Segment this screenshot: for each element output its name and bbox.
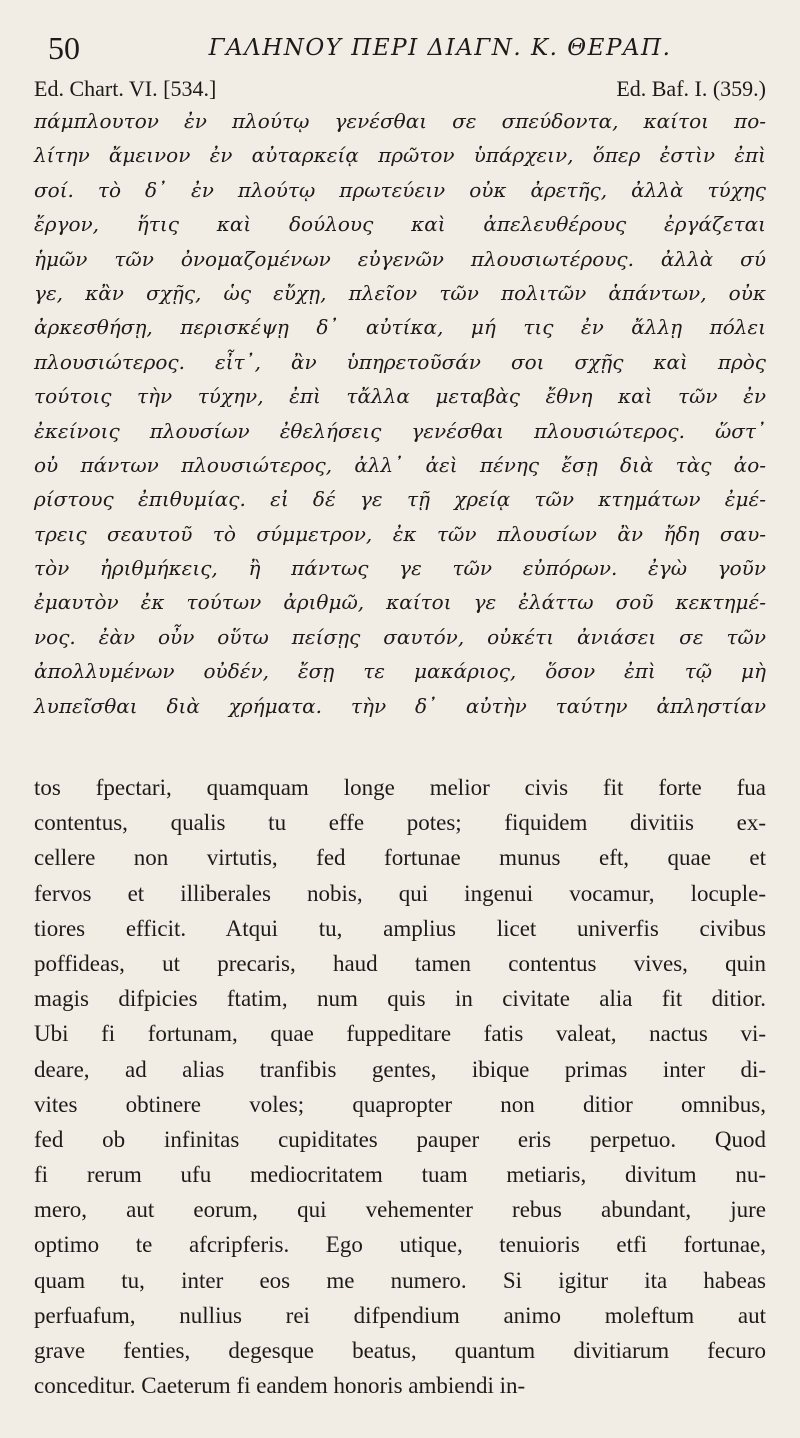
latin-text-line: tos fpectari, quamquam longe melior civis fit forte fua bbox=[34, 775, 766, 800]
greek-text-line: γε, κἂν σχῇς, ὡς εὔχῃ, πλεῖον τῶν πολιτῶν ἁπάντων, οὐκ bbox=[34, 280, 766, 305]
latin-text-line: fed ob infinitas cupiditates pauper eris perpetuo. Quod bbox=[34, 1126, 766, 1152]
edition-chartier: Ed. Chart. VI. [534.] bbox=[34, 76, 217, 101]
greek-text bbox=[34, 104, 766, 723]
greek-text-line: τὸν ἠριθμήκεις, ἢ πάντως γε τῶν εὐπόρων. ἐγὼ γοῦν bbox=[34, 556, 766, 581]
latin-text-line: grave fenties, degesque beatus, quantum divitiarum fecuro bbox=[34, 1338, 766, 1363]
greek-text-line: νος. ἐὰν οὖν οὕτω πείσῃς σαυτόν, οὐκέτι ἀνιάσει σε τῶν bbox=[34, 624, 766, 649]
greek-text-line: ἀπολλυμένων οὐδέν, ἔσῃ τε μακάριος, ὅσον ἐπὶ τῷ μὴ bbox=[34, 659, 766, 684]
latin-text-line: fervos et illiberales nobis, qui ingenui vocamur, locuple- bbox=[34, 880, 766, 906]
latin-text-line: conceditur. Caeterum fi eandem honoris ambiendi in- bbox=[34, 1373, 526, 1399]
latin-text-line: Ubi fi fortunam, quae fuppeditare fatis valeat, nactus vi- bbox=[34, 1021, 766, 1047]
latin-text-line: fi rerum ufu mediocritatem tuam metiaris, divitum nu- bbox=[34, 1162, 766, 1188]
latin-text-line: contentus, qualis tu effe potes; fiquidem divitiis ex- bbox=[34, 810, 766, 836]
latin-text-line: quam tu, inter eos me numero. Si igitur ita habeas bbox=[34, 1267, 766, 1293]
latin-text-line: deare, ad alias tranfibis gentes, ibique primas inter di- bbox=[34, 1056, 766, 1082]
greek-text-line: ἡμῶν τῶν ὀνομαζομένων εὐγενῶν πλουσιωτέρους. ἀλλὰ σύ bbox=[34, 246, 766, 271]
greek-text-line: ἐμαυτὸν ἐκ τούτων ἀριθμῶ, καίτοι γε ἐλάττω σοῦ κεκτημέ- bbox=[34, 590, 766, 615]
latin-text-line: tiores efficit. Atqui tu, amplius licet univerfis civibus bbox=[34, 915, 766, 941]
latin-text-line: optimo te afcripferis. Ego utique, tenuioris etfi fortunae, bbox=[34, 1232, 766, 1258]
greek-text-line: οὐ πάντων πλουσιώτερος, ἀλλ᾽ ἀεὶ πένης ἔσῃ διὰ τὰς ἀο- bbox=[34, 452, 766, 477]
greek-text-line: λυπεῖσθαι διὰ χρήματα. τὴν δ᾽ αὐτὴν ταύτην ἀπληστίαν bbox=[34, 693, 766, 718]
latin-text-line: cellere non virtutis, fed fortunae munus eft, quae et bbox=[34, 845, 766, 871]
latin-text-line: poffideas, ut precaris, haud tamen contentus vives, quin bbox=[34, 950, 766, 976]
greek-text-line: σοί. τὸ δ᾽ ἐν πλούτῳ πρωτεύειν οὐκ ἀρετῆς, ἀλλὰ τύχης bbox=[34, 177, 766, 202]
latin-text-line: mero, aut eorum, qui vehementer rebus abundant, jure bbox=[34, 1197, 766, 1223]
running-head bbox=[40, 28, 760, 68]
latin-text-line: magis difpicies ftatim, num quis in civitate alia fit ditior. bbox=[34, 986, 766, 1012]
latin-text-line: perfuafum, nullius rei difpendium animo moleftum aut bbox=[34, 1302, 766, 1328]
greek-text-line: τρεις σεαυτοῦ τὸ σύμμετρον, ἐκ τῶν πλουσίων ἂν ἤδη σαυ- bbox=[34, 521, 766, 546]
greek-text-line: ἔργον, ἥτις καὶ δούλους καὶ ἀπελευθέρους ἐργάζεται bbox=[34, 212, 766, 237]
page-number: 50 bbox=[48, 30, 80, 66]
greek-text-line: ἐκείνοις πλουσίων ἐθελήσεις γενέσθαι πλουσιώτερος. ὥστ᾽ bbox=[34, 418, 766, 443]
latin-translation bbox=[34, 770, 766, 1403]
edition-basel: Ed. Baf. I. (359.) bbox=[616, 76, 766, 101]
edition-reference-row bbox=[34, 74, 766, 104]
greek-text-line: τούτοις τὴν τύχην, ἐπὶ τἄλλα μεταβὰς ἔθνη καὶ τῶν ἐν bbox=[34, 384, 766, 409]
greek-text-line: πλουσιώτερος. εἶτ᾽, ἂν ὑπηρετοῦσάν σοι σχῇς καὶ πρὸς bbox=[34, 349, 766, 374]
greek-text-line: ἀρκεσθήσῃ, περισκέψῃ δ᾽ αὐτίκα, μή τις ἐν ἄλλῃ πόλει bbox=[34, 315, 766, 340]
latin-text-line: vites obtinere voles; quapropter non ditior omnibus, bbox=[34, 1091, 766, 1117]
greek-text-line: πάμπλουτον ἐν πλούτῳ γενέσθαι σε σπεύδοντα, καίτοι πο- bbox=[34, 109, 766, 133]
greek-text-line: ρίστους ἐπιθυμίας. εἰ δέ γε τῇ χρείᾳ τῶν κτημάτων ἐμέ- bbox=[34, 487, 766, 512]
running-title: ΓΑΛΗΝΟΥ ΠΕΡΙ ΔΙΑΓΝ. Κ. ΘΕΡΑΠ. bbox=[208, 35, 672, 61]
greek-text-line: λίτην ἄμεινον ἐν αὐταρκείᾳ πρῶτον ὑπάρχειν, ὅπερ ἐστὶν ἐπὶ bbox=[34, 143, 766, 168]
